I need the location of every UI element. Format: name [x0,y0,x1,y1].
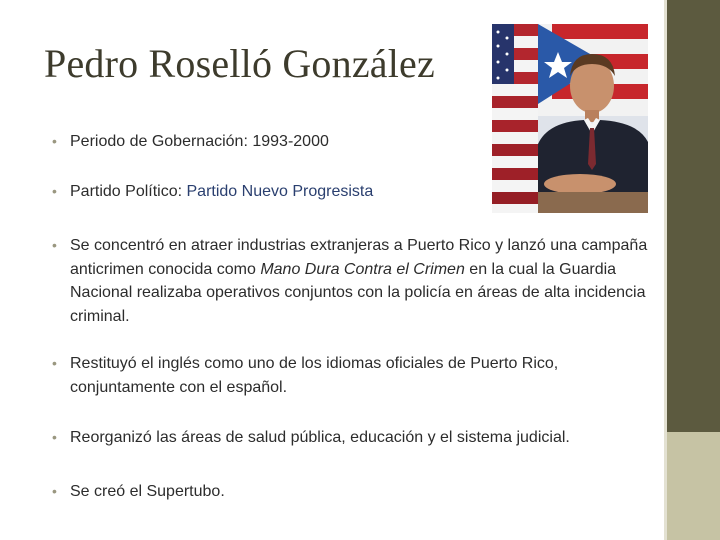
slide-title: Pedro Roselló González [44,41,435,86]
party-label: Partido Político: [70,183,187,200]
campaign-name: Mano Dura Contra el Crimen [260,260,465,278]
bullet-text: Periodo de Gobernación: 1993-2000 [70,133,329,150]
bullet-dot: • [52,237,57,253]
bullet-dot: • [52,355,57,371]
bullet-dot: • [52,429,57,445]
bullet-text [70,234,652,328]
party-name: Partido Nuevo Progresista [186,183,374,200]
bullet-text [70,180,652,204]
bullet-periodo [52,130,652,154]
bullet-partido [52,180,652,204]
sidebar-light-band [667,432,720,540]
bullet-dot: • [52,183,57,199]
sidebar-dark-band [667,0,720,432]
bullet-dot: • [52,133,57,149]
bullet-text-part2: en la cual la Guardia Nacional realizaba operativos conjuntos con la policía en áreas de alta incidencia criminal. [70,260,646,325]
bullet-ingles [52,352,652,399]
bullet-text: Se creó el Supertubo. [70,483,225,500]
bullet-text-part1: Se concentró en atraer industrias extranjeras a Puerto Rico y lanzó una campaña anticrimen conocida como [70,237,648,278]
bullet-supertubo [52,480,652,504]
bullet-mano-dura [52,234,652,328]
bullet-text: Reorganizó las áreas de salud pública, educación y el sistema judicial. [70,429,570,446]
bullet-dot: • [52,483,57,499]
bullet-text: Restituyó el inglés como uno de los idiomas oficiales de Puerto Rico, conjuntamente con el español. [70,355,559,396]
bullet-reorganizo [52,426,652,450]
